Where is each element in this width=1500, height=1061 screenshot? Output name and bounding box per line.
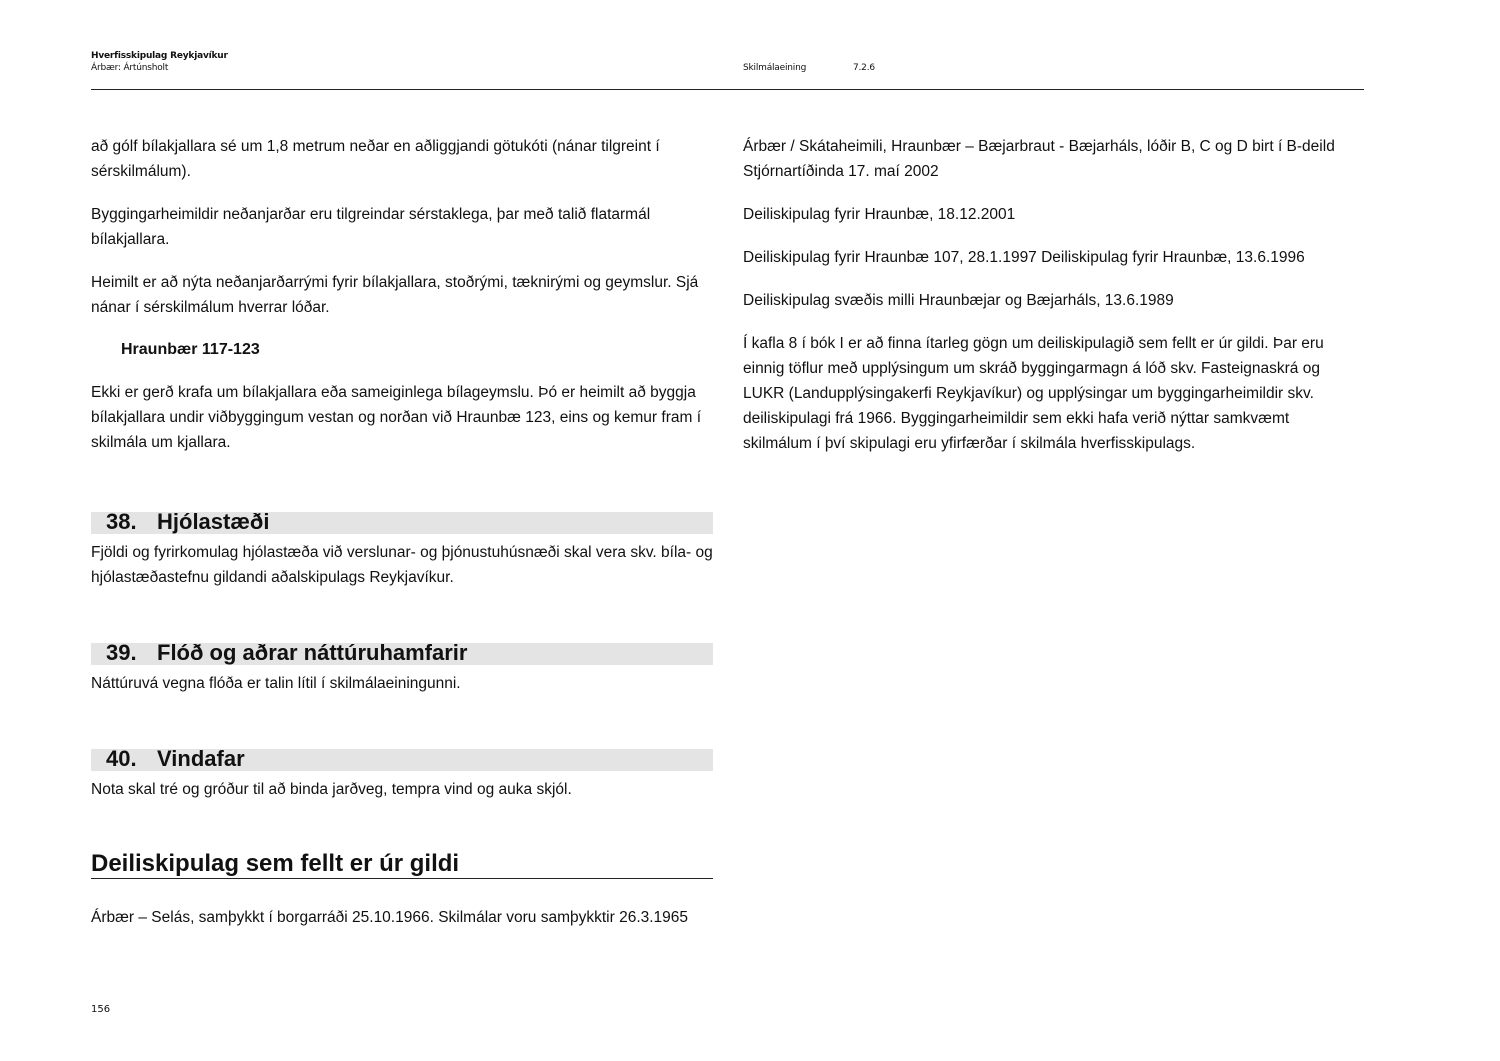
paragraph: Nota skal tré og gróður til að binda jarðveg, tempra vind og auka skjól. (91, 781, 572, 798)
paragraph: Árbær – Selás, samþykkt í borgarráði 25.10.1966. Skilmálar voru samþykktir 26.3.1965 (91, 909, 689, 926)
paragraph: Deiliskipulag svæðis milli Hraunbæjar og Bæjarháls, 13.6.1989 (743, 292, 1174, 309)
paragraph: Byggingarheimildir neðanjarðar eru tilgreindar sérstaklega, þar með talið flatarmál bílakjallara. (91, 206, 651, 248)
subheading: Hraunbær 117-123 (121, 341, 260, 358)
repealed-plans-heading: Deiliskipulag sem fellt er úr gildi (91, 850, 713, 879)
section-number: 39. (106, 640, 137, 665)
section-heading-39 (91, 640, 713, 665)
header-section-number: 7.2.6 (853, 63, 875, 73)
paragraph: Náttúruvá vegna flóða er talin lítil í skilmálaeiningunni. (91, 675, 461, 692)
document-subtitle: Árbær: Ártúnsholt (91, 63, 169, 73)
section-number: 38. (106, 509, 137, 534)
section-title: Flóð og aðrar náttúruhamfarir (157, 640, 468, 665)
page-number: 156 (91, 1004, 111, 1015)
paragraph: Deiliskipulag fyrir Hraunbæ, 18.12.2001 (743, 206, 1016, 223)
right-column (743, 134, 1343, 456)
paragraph: Ekki er gerð krafa um bílakjallara eða sameiginlega bílageymslu. Þó er heimilt að byggja bílakjallara undir viðbyggingum vestan og norðan við Hraunbæ 123, eins og kemur fram í skilmála um kjallara. (91, 384, 702, 451)
document-header (91, 50, 228, 74)
section-heading-38 (91, 509, 713, 534)
section-title: Vindafar (157, 746, 245, 771)
section-title: Hjólastæði (157, 509, 270, 534)
section-heading-40 (91, 746, 713, 771)
header-section-label: Skilmálaeining (743, 63, 807, 73)
paragraph: Árbær / Skátaheimili, Hraunbær – Bæjarbraut - Bæjarháls, lóðir B, C og D birt í B-deild Stjórnartíðinda 17. maí 2002 (743, 138, 1335, 180)
paragraph: Heimilt er að nýta neðanjarðarrými fyrir bílakjallara, stoðrými, tæknirými og geymslur. Sjá nánar í sérskilmálum hverrar lóðar. (91, 274, 699, 316)
paragraph: Fjöldi og fyrirkomulag hjólastæða við verslunar- og þjónustuhúsnæði skal vera skv. bíla- og hjólastæðastefnu gildandi aðalskipulags Reykjavíkur. (91, 544, 713, 586)
paragraph: Deiliskipulag fyrir Hraunbæ 107, 28.1.1997 Deiliskipulag fyrir Hraunbæ, 13.6.1996 (743, 249, 1305, 266)
header-divider (91, 89, 1364, 90)
section-number: 40. (106, 746, 137, 771)
document-title: Hverfisskipulag Reykjavíkur (91, 51, 228, 61)
paragraph: Í kafla 8 í bók I er að finna ítarleg gögn um deiliskipulagið sem fellt er úr gildi. Þar eru einnig töflur með upplýsingum um skráð byggingarmagn á lóð skv. Fasteignaskrá og LUKR (Landupplýsingakerfi Reykjavíkur) og upplýsingar um byggingarheimildir skv. deiliskipulagi frá 1966. Byggingarheimildir sem ekki hafa verið nýttar samkvæmt skilmálum í því skipulagi eru yfirfærðar í skilmála hverfisskipulags. (743, 335, 1324, 452)
left-column (91, 134, 713, 930)
paragraph: að gólf bílakjallara sé um 1,8 metrum neðar en aðliggjandi götukóti (nánar tilgreint í sérskilmálum). (91, 138, 660, 180)
